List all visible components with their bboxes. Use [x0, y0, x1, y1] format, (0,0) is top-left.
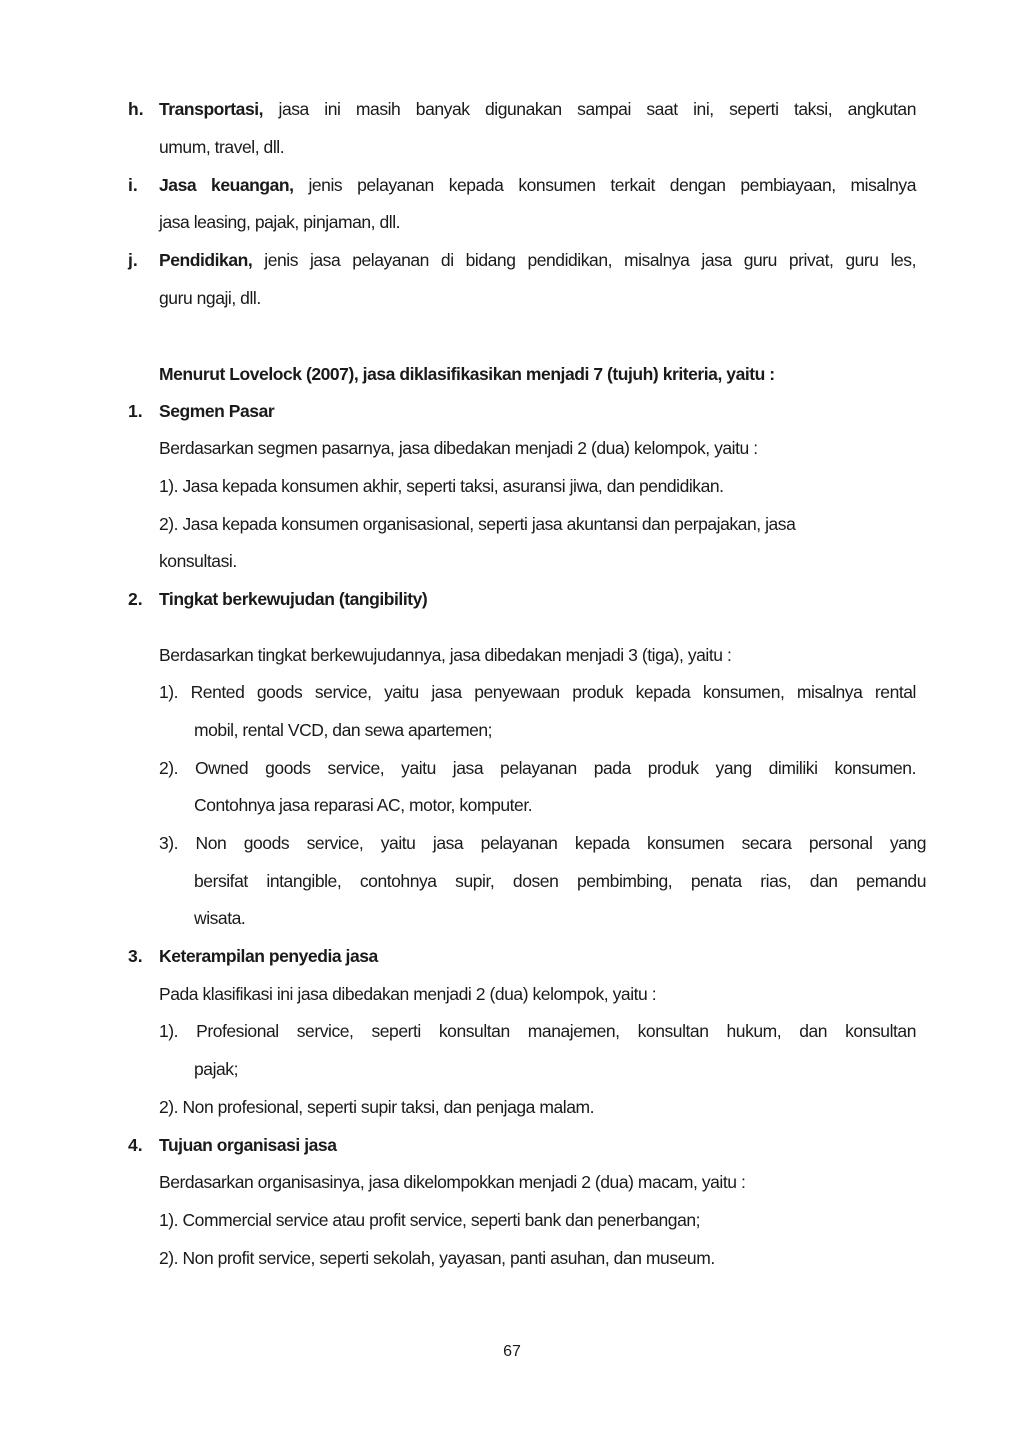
term-bold: Jasa keuangan,: [159, 175, 294, 195]
criterion-item: 1). Commercial service atau profit service, seperti bank dan penerbangan;: [159, 1210, 701, 1230]
criterion-item-continuation: wisata.: [194, 908, 246, 928]
list-item-pendidikan: [159, 248, 916, 272]
list-item-transportasi: [159, 97, 916, 121]
term-bold: Pendidikan,: [159, 250, 253, 270]
criterion-item-continuation: mobil, rental VCD, dan sewa apartemen;: [194, 720, 493, 740]
criterion-title: Tingkat berkewujudan (tangibility): [159, 589, 428, 609]
list-item-text: jenis pelayanan kepada konsumen terkait dengan pembiayaan, misalnya: [308, 175, 916, 195]
criterion-description: Pada klasifikasi ini jasa dibedakan menjadi 2 (dua) kelompok, yaitu :: [159, 984, 657, 1004]
criterion-item: 1). Profesional service, seperti konsultan manajemen, konsultan hukum, dan konsultan: [159, 1021, 916, 1041]
criterion-title: Segmen Pasar: [159, 401, 275, 421]
list-item-continuation: umum, travel, dll.: [159, 137, 285, 157]
section-heading: Menurut Lovelock (2007), jasa diklasifikasikan menjadi 7 (tujuh) kriteria, yaitu :: [159, 364, 775, 384]
criterion-title: Keterampilan penyedia jasa: [159, 946, 378, 966]
criterion-number: 2.: [128, 589, 143, 609]
criterion-item: 1). Rented goods service, yaitu jasa penyewaan produk kepada konsumen, misalnya rental: [159, 682, 916, 702]
list-item-continuation: jasa leasing, pajak, pinjaman, dll.: [159, 212, 401, 232]
criterion-item: 2). Jasa kepada konsumen organisasional, seperti jasa akuntansi dan perpajakan, jasa: [159, 514, 796, 534]
criterion-item-continuation: konsultasi.: [159, 551, 237, 571]
list-item-jasa-keuangan: [159, 173, 916, 197]
criterion-description: Berdasarkan organisasinya, jasa dikelompokkan menjadi 2 (dua) macam, yaitu :: [159, 1172, 746, 1192]
list-marker: h.: [128, 99, 144, 119]
criterion-item: 2). Non profit service, seperti sekolah, yayasan, panti asuhan, dan museum.: [159, 1248, 715, 1268]
criterion-item: 2). Owned goods service, yaitu jasa pelayanan pada produk yang dimiliki konsumen.: [159, 758, 916, 778]
criterion-number: 1.: [128, 401, 143, 421]
criterion-number: 3.: [128, 946, 143, 966]
term-bold: Transportasi,: [159, 99, 264, 119]
list-item-continuation: guru ngaji, dll.: [159, 288, 261, 308]
criterion-item: 3). Non goods service, yaitu jasa pelayanan kepada konsumen secara personal yang: [159, 833, 926, 853]
criterion-item: 2). Non profesional, seperti supir taksi, dan penjaga malam.: [159, 1097, 595, 1117]
criterion-item-continuation: pajak;: [194, 1059, 238, 1079]
criterion-item: 1). Jasa kepada konsumen akhir, seperti taksi, asuransi jiwa, dan pendidikan.: [159, 476, 724, 496]
criterion-item-continuation: bersifat intangible, contohnya supir, dosen pembimbing, penata rias, dan pemandu: [194, 871, 926, 891]
criterion-number: 4.: [128, 1135, 143, 1155]
criterion-description: Berdasarkan tingkat berkewujudannya, jasa dibedakan menjadi 3 (tiga), yaitu :: [159, 645, 732, 665]
criterion-title: Tujuan organisasi jasa: [159, 1135, 337, 1155]
criterion-item-continuation: Contohnya jasa reparasi AC, motor, komputer.: [194, 795, 533, 815]
list-item-text: jasa ini masih banyak digunakan sampai saat ini, seperti taksi, angkutan: [278, 99, 916, 119]
list-marker: j.: [128, 250, 138, 270]
page-number: 67: [503, 1343, 521, 1360]
criterion-description: Berdasarkan segmen pasarnya, jasa dibedakan menjadi 2 (dua) kelompok, yaitu :: [159, 438, 758, 458]
list-marker: i.: [128, 175, 138, 195]
list-item-text: jenis jasa pelayanan di bidang pendidikan, misalnya jasa guru privat, guru les,: [264, 250, 916, 270]
